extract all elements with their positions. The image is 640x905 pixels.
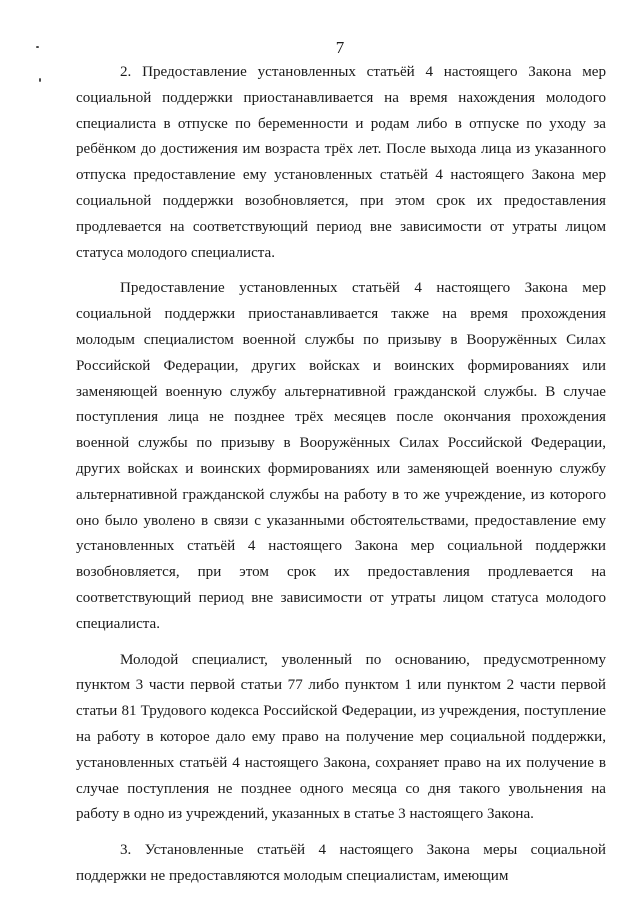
page-number: 7 xyxy=(335,38,345,57)
document-body xyxy=(76,60,606,900)
paragraph: Предоставление установленных статьёй 4 настоящего Закона мер социальной поддержки приостанавливается также на время прохождения молодым специалистом военной службы по призыву в Вооружённых Силах Российской Федерации, других войсках и воинских формированиях или заменяющей военную службу альтернативной гражданской службы. В случае поступления лица не позднее трёх месяцев после окончания прохождения военной службы по призыву в Вооружённых Силах Российской Федерации, других войсках и воинских формированиях или заменяющей военную службу альтернативной гражданской службы на работу в то же учреждение, из которого оно было уволено в связи с указанными обстоятельствами, предоставление ему установленных статьёй 4 настоящего Закона мер социальной поддержки возобновляется, при этом срок их предоставления продлевается на соответствующий период вне зависимости от утраты лицом статуса молодого специалиста. xyxy=(76,280,606,632)
paragraph: Молодой специалист, уволенный по основанию, предусмотренному пунктом 3 части первой статьи 77 либо пунктом 1 или пунктом 2 части первой статьи 81 Трудового кодекса Российской Федерации, из учреждения, поступление на работу в которое дало ему право на получение мер социальной поддержки, установленных статьёй 4 настоящего Закона, сохраняет право на их получение в случае поступления не позднее одного месяца со дня такого увольнения на работу в одно из учреждений, указанных в статье 3 настоящего Закона. xyxy=(76,651,606,823)
paragraph: 3. Установленные статьёй 4 настоящего Закона меры социальной поддержки не предоставляются молодым специалистам, имеющим xyxy=(76,842,606,884)
paragraph: 2. Предоставление установленных статьёй 4 настоящего Закона мер социальной поддержки приостанавливается на время нахождения молодого специалиста в отпуске по беременности и родам либо в отпуске по уходу за ребёнком до достижения им возраста трёх лет. После выхода лица из указанного отпуска предоставление ему установленных статьёй 4 настоящего Закона мер социальной поддержки возобновляется, при этом срок их предоставления продлевается на соответствующий период вне зависимости от утраты лицом статуса молодого специалиста. xyxy=(76,64,606,261)
scan-speck xyxy=(39,78,41,82)
